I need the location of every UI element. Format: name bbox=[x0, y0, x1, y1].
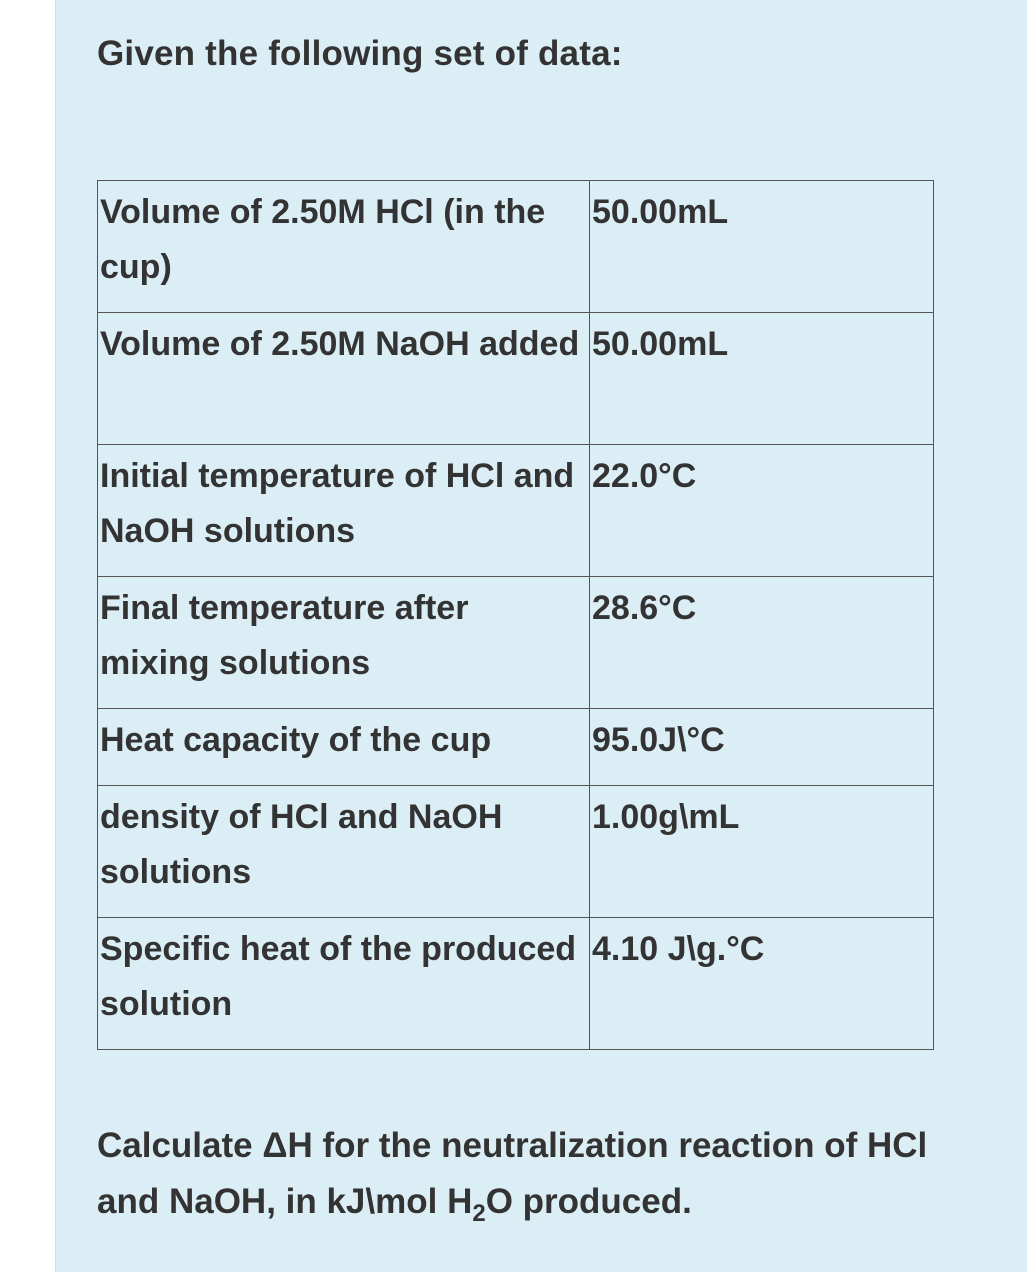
table-row bbox=[98, 709, 934, 786]
row-value-initial-temperature: 22.0°C bbox=[590, 445, 934, 577]
row-label-naoh-volume: Volume of 2.50M NaOH added bbox=[98, 313, 590, 445]
row-label-heat-capacity: Heat capacity of the cup bbox=[98, 709, 590, 786]
question-subscript: 2 bbox=[472, 1200, 486, 1227]
row-label-final-temperature: Final temperature after mixing solutions bbox=[98, 577, 590, 709]
table-row bbox=[98, 786, 934, 918]
row-label-hcl-volume: Volume of 2.50M HCl (in the cup) bbox=[98, 181, 590, 313]
row-value-naoh-volume: 50.00mL bbox=[590, 313, 934, 445]
row-value-final-temperature: 28.6°C bbox=[590, 577, 934, 709]
table-row bbox=[98, 445, 934, 577]
row-label-density: density of HCl and NaOH solutions bbox=[98, 786, 590, 918]
table-row bbox=[98, 313, 934, 445]
row-value-specific-heat: 4.10 J\g.°C bbox=[590, 918, 934, 1050]
row-value-hcl-volume: 50.00mL bbox=[590, 181, 934, 313]
table-row bbox=[98, 918, 934, 1050]
row-value-density: 1.00g\mL bbox=[590, 786, 934, 918]
table-row bbox=[98, 181, 934, 313]
question-text bbox=[97, 1118, 957, 1230]
question-text-before: Calculate ΔH for the neutralization reaction of HCl and NaOH, in kJ\mol H bbox=[97, 1126, 928, 1221]
row-label-specific-heat: Specific heat of the produced solution bbox=[98, 918, 590, 1050]
data-table bbox=[97, 180, 934, 1050]
table-row bbox=[98, 577, 934, 709]
question-text-after: O produced. bbox=[485, 1182, 692, 1221]
row-value-heat-capacity: 95.0J\°C bbox=[590, 709, 934, 786]
intro-text: Given the following set of data: bbox=[97, 34, 623, 73]
row-label-initial-temperature: Initial temperature of HCl and NaOH solutions bbox=[98, 445, 590, 577]
